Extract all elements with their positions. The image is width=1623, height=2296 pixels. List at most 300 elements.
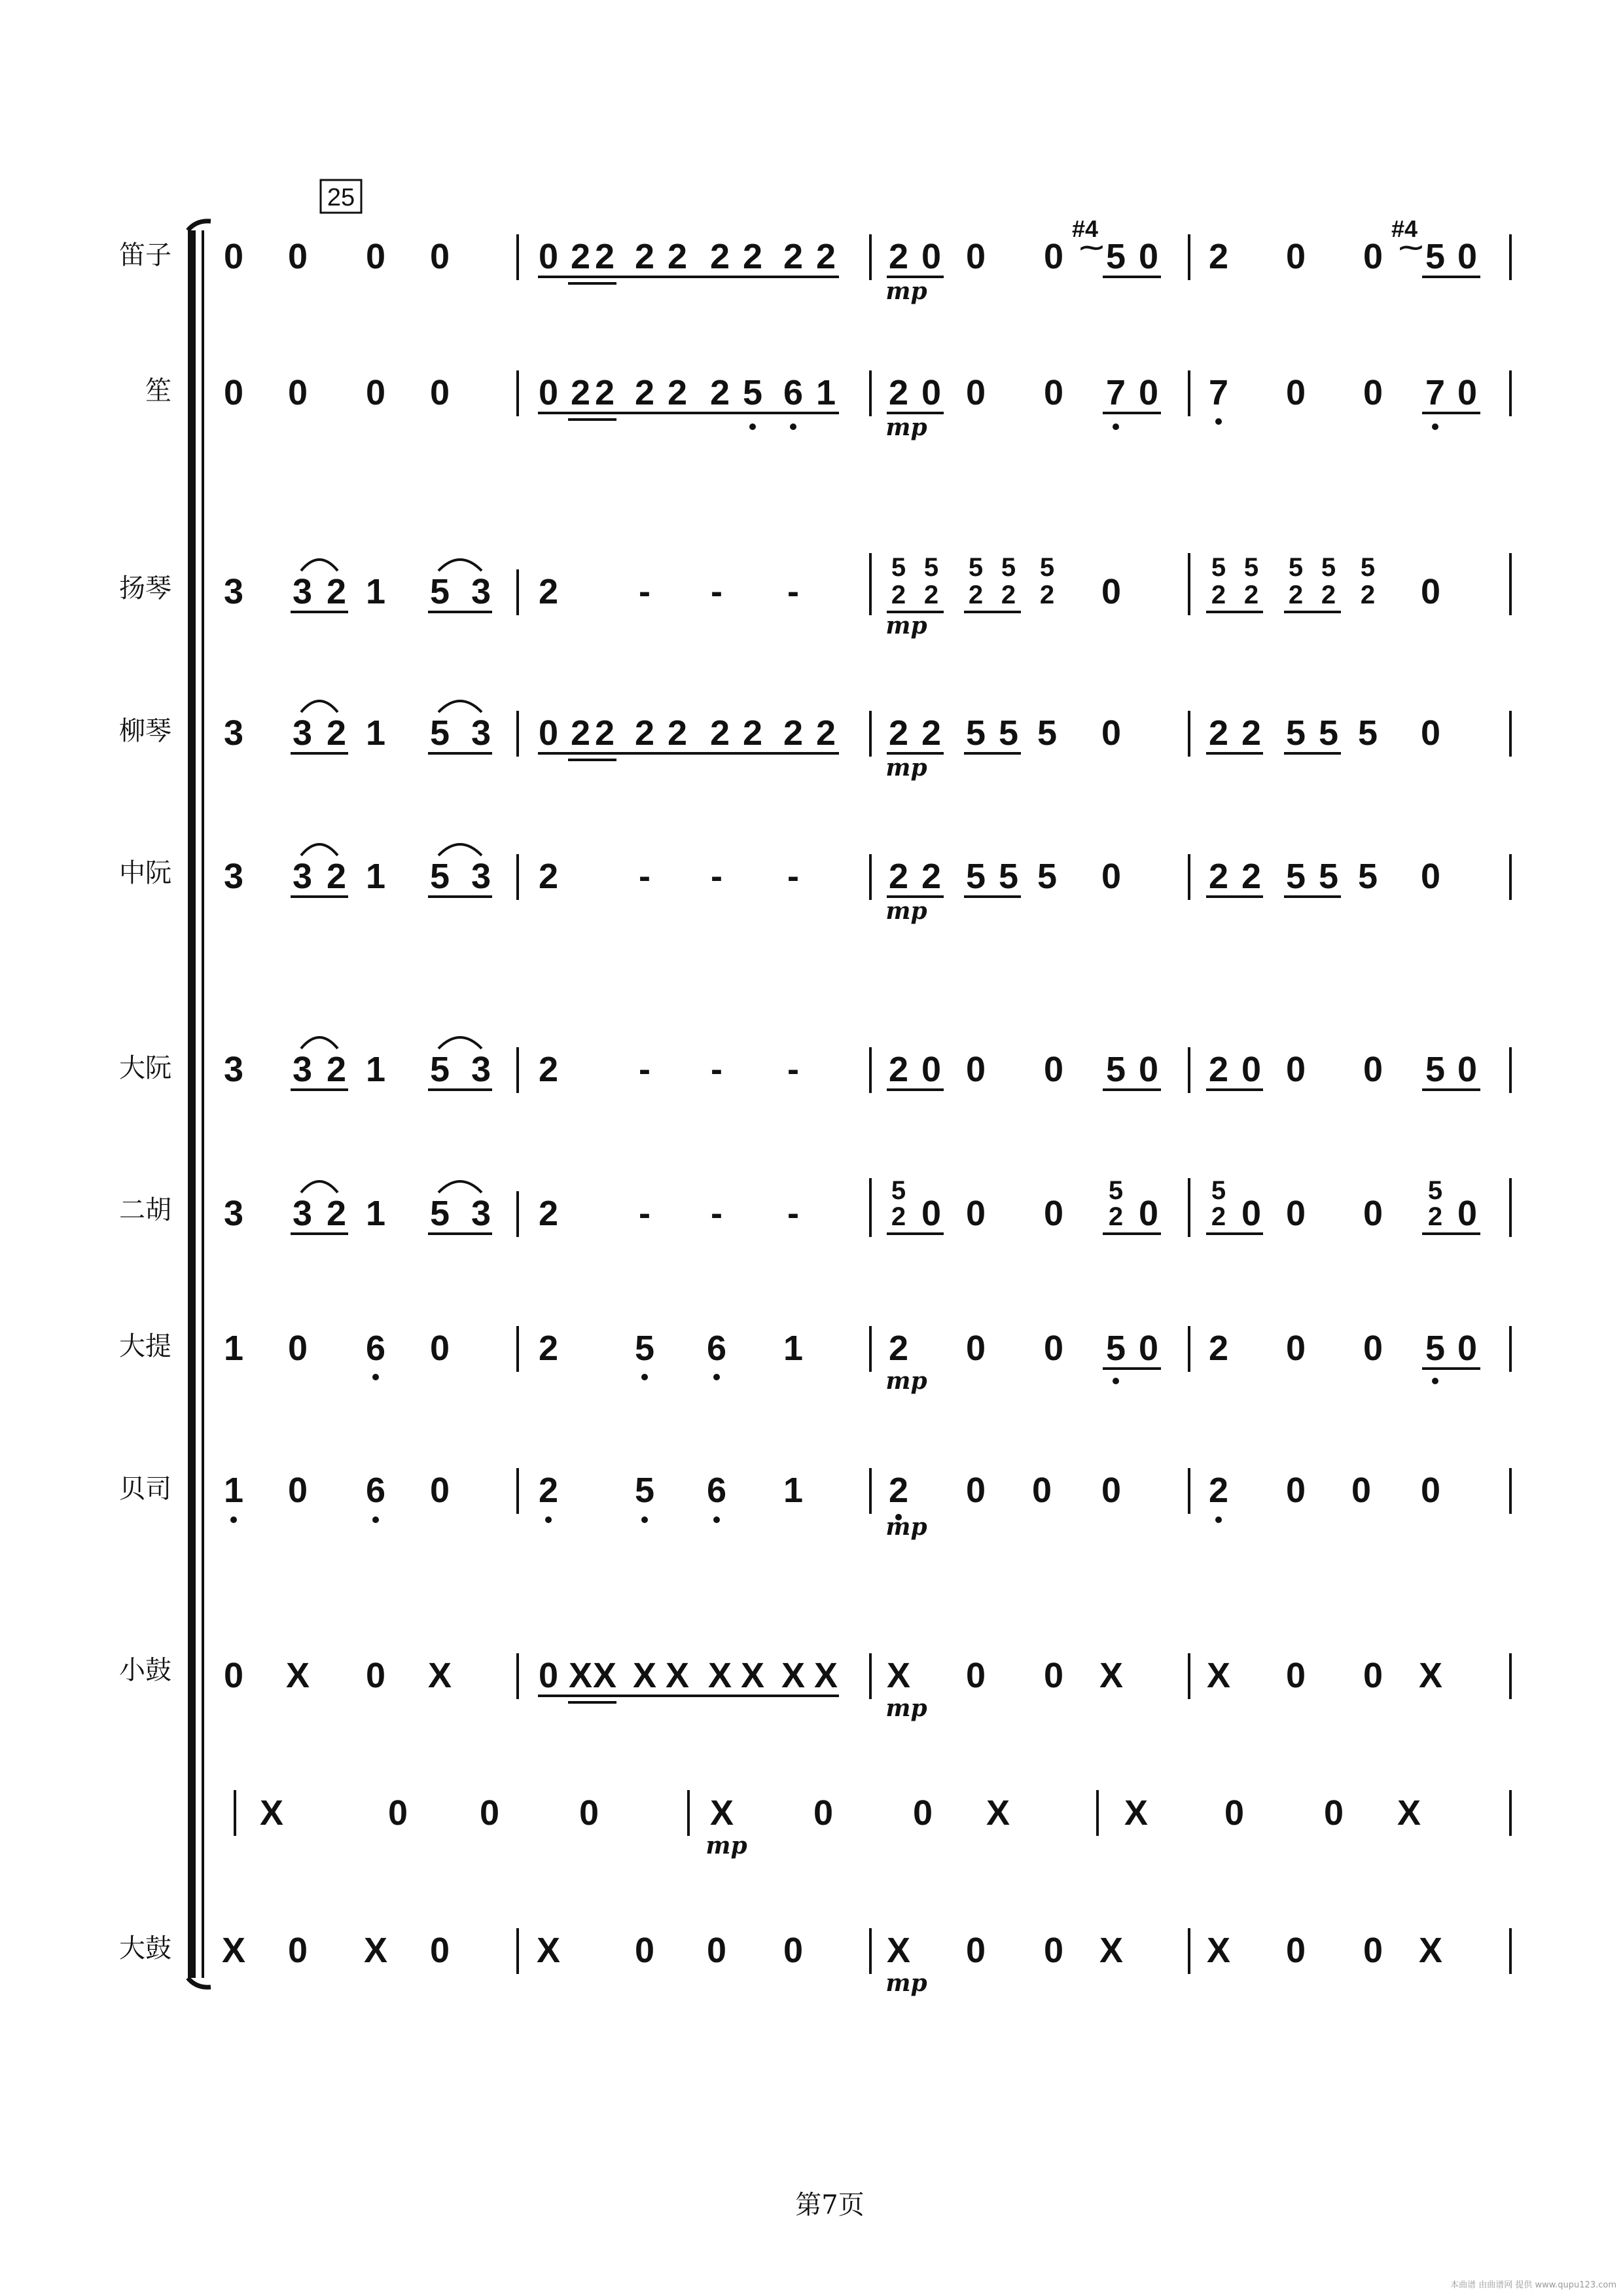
note: 2 (1208, 1050, 1229, 1089)
note: 1 (365, 1194, 386, 1233)
note: 0 (223, 237, 244, 276)
ornament-tilde: ⁓ (1399, 234, 1423, 260)
note: 0 (1043, 1931, 1064, 1970)
note: 2 (326, 572, 347, 611)
note: 0 (1043, 1329, 1064, 1368)
low-octave-dot (790, 423, 796, 430)
note: 0 (965, 373, 986, 412)
note: 0 (921, 1050, 942, 1089)
note: X (709, 1793, 734, 1833)
note: X (632, 1656, 657, 1695)
note: 0 (1285, 1329, 1306, 1368)
note: 2 (538, 1050, 559, 1089)
chord-lower: 2 (1211, 1202, 1226, 1231)
chord-lower: 2 (1360, 581, 1376, 609)
note: 5 (1285, 857, 1306, 896)
staff-sheng (224, 370, 1510, 441)
note: 0 (1457, 237, 1478, 276)
chord-upper: 5 (1108, 1176, 1124, 1205)
note: 7 (1208, 373, 1229, 412)
note: 0 (287, 1931, 308, 1970)
label-dati: 大提 (119, 1331, 171, 1361)
note: 0 (1457, 373, 1478, 412)
note: X (1418, 1931, 1443, 1970)
label-xiaogu: 小鼓 (119, 1655, 171, 1685)
note: 0 (1363, 237, 1383, 276)
chord-group (887, 553, 1054, 612)
staff-daruan (224, 1037, 1510, 1093)
note: 0 (429, 237, 450, 276)
note: 0 (1043, 1656, 1064, 1695)
note: 2 (326, 1050, 347, 1089)
dynamic-mp: mp (885, 1367, 927, 1395)
note: 1 (223, 1329, 244, 1368)
note: 2 (326, 1194, 347, 1233)
note: 0 (365, 237, 386, 276)
slur (301, 560, 338, 571)
note: 5 (1037, 857, 1058, 896)
note: 2 (783, 237, 804, 276)
note: 0 (1420, 713, 1441, 753)
note: 0 (1285, 1050, 1306, 1089)
low-octave-dot (1215, 418, 1222, 425)
note: 1 (365, 857, 386, 896)
note: 0 (1285, 237, 1306, 276)
note: 6 (706, 1471, 727, 1510)
note: 2 (888, 373, 909, 412)
system-bracket (188, 230, 196, 1978)
note: 0 (1138, 1194, 1159, 1233)
slur (301, 844, 338, 855)
chord-upper: 5 (1427, 1176, 1443, 1205)
note: 3 (292, 1194, 313, 1233)
note: 2 (888, 857, 909, 896)
note: 2 (921, 857, 942, 896)
note: 5 (429, 857, 450, 896)
note: 3 (471, 572, 491, 611)
note: 2 (634, 713, 655, 753)
dynamic-mp: mp (885, 897, 927, 925)
note: X (813, 1656, 838, 1695)
note: 2 (921, 713, 942, 753)
note: 0 (1138, 1329, 1159, 1368)
note: X (285, 1656, 310, 1695)
note: 7 (1105, 373, 1126, 412)
note: 0 (1285, 373, 1306, 412)
note: 2 (888, 1329, 909, 1368)
note: X (1124, 1793, 1149, 1833)
dynamic-mp: mp (885, 414, 927, 441)
chord-lower: 2 (891, 1202, 906, 1231)
note: 1 (783, 1471, 804, 1510)
note: 1 (365, 1050, 386, 1089)
chord-group (1206, 553, 1375, 612)
note: 0 (1285, 1931, 1306, 1970)
staff-dagu (222, 1928, 1510, 1997)
note: - (711, 572, 722, 611)
slur (301, 701, 338, 712)
note: X (1099, 1931, 1124, 1970)
note: - (787, 572, 799, 611)
label-zhongruan: 中阮 (119, 858, 171, 888)
note: 0 (1457, 1050, 1478, 1089)
note: 0 (1457, 1329, 1478, 1368)
note: 0 (287, 237, 308, 276)
chord-upper: 5 (1360, 553, 1376, 582)
chord-lower: 2 (1427, 1202, 1443, 1231)
dynamic-mp: mp (885, 754, 927, 781)
note: 0 (1101, 857, 1122, 896)
note: - (639, 857, 651, 896)
note: 1 (365, 713, 386, 753)
note: 0 (912, 1793, 933, 1833)
note: 0 (538, 1656, 559, 1695)
note: 0 (1043, 237, 1064, 276)
note: 2 (667, 237, 688, 276)
chord-upper: 5 (1288, 553, 1304, 582)
note: 2 (709, 713, 730, 753)
note: 2 (634, 237, 655, 276)
chord-lower: 2 (1321, 581, 1336, 609)
note: 0 (921, 1194, 942, 1233)
note: 3 (471, 1050, 491, 1089)
note: 0 (1323, 1793, 1344, 1833)
label-daruan: 大阮 (119, 1053, 171, 1083)
low-octave-dot (713, 1516, 720, 1523)
staff-dizi (224, 215, 1510, 305)
chord-lower: 2 (923, 581, 939, 609)
note: X (592, 1656, 617, 1695)
note: 2 (1208, 237, 1229, 276)
note: 2 (709, 373, 730, 412)
bracket-bottom-hook (188, 1978, 211, 1987)
note: 3 (471, 713, 491, 753)
chord-upper: 5 (1321, 553, 1336, 582)
staff-xiaogu (224, 1653, 1510, 1722)
note: 6 (365, 1329, 386, 1368)
note: 0 (387, 1793, 408, 1833)
note: 0 (965, 237, 986, 276)
note: 2 (594, 237, 615, 276)
note: 2 (538, 857, 559, 896)
note: 3 (292, 572, 313, 611)
note: 0 (429, 1471, 450, 1510)
note: X (781, 1656, 806, 1695)
note: 0 (1101, 713, 1122, 753)
note: 0 (365, 1656, 386, 1695)
note: 2 (570, 713, 591, 753)
note: 0 (1101, 572, 1122, 611)
note: X (259, 1793, 284, 1833)
note: 5 (1105, 1050, 1126, 1089)
low-octave-dot (1113, 423, 1119, 430)
note: 0 (1363, 1656, 1383, 1695)
note: 0 (1363, 1931, 1383, 1970)
note: 2 (538, 1194, 559, 1233)
chord-upper: 5 (891, 553, 906, 582)
note: 0 (538, 713, 559, 753)
slur (301, 1037, 338, 1049)
note: 3 (471, 1194, 491, 1233)
note: X (1206, 1931, 1231, 1970)
slur (438, 1181, 482, 1193)
note: 6 (365, 1471, 386, 1510)
note: 0 (1457, 1194, 1478, 1233)
note: 5 (634, 1471, 655, 1510)
note: 0 (634, 1931, 655, 1970)
chord-upper: 5 (968, 553, 984, 582)
note: 0 (1241, 1050, 1262, 1089)
note: 2 (326, 713, 347, 753)
label-liuqin: 柳琴 (119, 716, 171, 746)
low-octave-dot (1432, 423, 1438, 430)
staff-dati (224, 1326, 1510, 1395)
note: 0 (1351, 1471, 1372, 1510)
note: 2 (570, 373, 591, 412)
note: 0 (223, 373, 244, 412)
dynamic-mp: mp (885, 278, 927, 305)
note: 2 (783, 713, 804, 753)
note: 2 (538, 572, 559, 611)
note: 0 (965, 1329, 986, 1368)
note: 2 (1241, 713, 1262, 753)
note: 2 (326, 857, 347, 896)
rehearsal-mark: 25 (327, 184, 355, 211)
note: 3 (292, 1050, 313, 1089)
staff-zhongruan (224, 844, 1510, 925)
note: 0 (1285, 1471, 1306, 1510)
note: 0 (479, 1793, 500, 1833)
note: 0 (783, 1931, 804, 1970)
label-beisi: 贝司 (119, 1474, 171, 1504)
chord-lower: 2 (1243, 581, 1259, 609)
chord-upper: 5 (1039, 553, 1055, 582)
note: 0 (1043, 373, 1064, 412)
note: 5 (965, 857, 986, 896)
low-octave-dot (713, 1374, 720, 1380)
chord-upper: 5 (923, 553, 939, 582)
note: 5 (998, 713, 1019, 753)
low-octave-dot (1113, 1378, 1119, 1384)
note: 3 (223, 572, 244, 611)
chord-lower: 2 (1108, 1202, 1124, 1231)
note: 0 (706, 1931, 727, 1970)
low-octave-dot (641, 1374, 648, 1380)
note: 2 (538, 1329, 559, 1368)
note: 0 (287, 1471, 308, 1510)
note: 2 (570, 237, 591, 276)
note: 2 (1208, 713, 1229, 753)
label-yangqin: 扬琴 (119, 573, 171, 603)
note: 2 (667, 713, 688, 753)
low-octave-dot (372, 1374, 379, 1380)
note: 3 (292, 713, 313, 753)
note: 0 (1285, 1194, 1306, 1233)
note: 3 (223, 713, 244, 753)
note: 0 (1285, 1656, 1306, 1695)
note: 6 (783, 373, 804, 412)
note: 0 (1241, 1194, 1262, 1233)
note: 0 (965, 1050, 986, 1089)
note: X (363, 1931, 388, 1970)
chord-upper: 5 (1001, 553, 1016, 582)
note: 0 (429, 1931, 450, 1970)
note: 5 (1425, 1329, 1446, 1368)
label-sheng: 笙 (145, 376, 171, 406)
note: - (639, 1194, 651, 1233)
note: X (886, 1931, 911, 1970)
low-octave-dot (1215, 1516, 1222, 1523)
note: 3 (292, 857, 313, 896)
note: 0 (1101, 1471, 1122, 1510)
chord-upper: 5 (1243, 553, 1259, 582)
dynamic-mp: mp (885, 1695, 927, 1722)
note: 0 (1420, 857, 1441, 896)
ornament-sharp4: #4 (1391, 215, 1418, 242)
note: 0 (429, 1329, 450, 1368)
page-number: 第7页 (795, 2190, 865, 2220)
note: 0 (965, 1471, 986, 1510)
note: 5 (1285, 713, 1306, 753)
note: 0 (921, 373, 942, 412)
note: 2 (1208, 1329, 1229, 1368)
note: 0 (538, 237, 559, 276)
note: 3 (471, 857, 491, 896)
note: 2 (888, 1050, 909, 1089)
chord-upper: 5 (1211, 1176, 1226, 1205)
note: 3 (223, 1194, 244, 1233)
dynamic-mp: mp (885, 1969, 927, 1997)
staff-beisi (224, 1468, 1510, 1541)
chord-upper: 5 (891, 1176, 906, 1205)
note: 0 (365, 373, 386, 412)
note: 2 (742, 713, 763, 753)
note: - (711, 1194, 722, 1233)
note: 0 (1031, 1471, 1052, 1510)
low-octave-dot (1432, 1378, 1438, 1384)
note: 2 (888, 713, 909, 753)
note: 0 (1043, 1194, 1064, 1233)
staff-percussion-extra (235, 1790, 1510, 1859)
low-octave-dot (372, 1516, 379, 1523)
note: 2 (634, 373, 655, 412)
note: 3 (223, 1050, 244, 1089)
ornament-tilde: ⁓ (1080, 234, 1103, 260)
note: 0 (1224, 1793, 1245, 1833)
note: - (787, 857, 799, 896)
note: 2 (742, 237, 763, 276)
label-dizi: 笛子 (119, 240, 171, 270)
note: - (711, 1050, 722, 1089)
staff-yangqin (224, 553, 1510, 639)
watermark: 本曲谱 由曲谱网 提供 www.qupu123.com (1450, 2280, 1616, 2290)
slur (301, 1181, 338, 1193)
note: 5 (429, 1194, 450, 1233)
note: 2 (888, 1471, 909, 1510)
note: X (221, 1931, 246, 1970)
note: X (1206, 1656, 1231, 1695)
note: 0 (1420, 1471, 1441, 1510)
note: 2 (667, 373, 688, 412)
ornament-sharp4: #4 (1071, 215, 1099, 242)
note: 0 (223, 1656, 244, 1695)
note: 2 (709, 237, 730, 276)
note: X (1418, 1656, 1443, 1695)
note: 0 (965, 1931, 986, 1970)
note: 2 (815, 713, 836, 753)
note: X (665, 1656, 690, 1695)
chord-lower: 2 (968, 581, 984, 609)
note: 5 (1318, 857, 1339, 896)
note: 5 (1425, 1050, 1446, 1089)
note: 0 (429, 373, 450, 412)
note: 5 (429, 1050, 450, 1089)
staff-erhu (224, 1176, 1510, 1237)
note: - (787, 1194, 799, 1233)
note: 1 (223, 1471, 244, 1510)
note: 2 (538, 1471, 559, 1510)
note: 5 (634, 1329, 655, 1368)
note: 0 (287, 1329, 308, 1368)
note: 1 (365, 572, 386, 611)
note: 7 (1425, 373, 1446, 412)
note: 2 (1208, 857, 1229, 896)
note: 5 (1357, 857, 1378, 896)
chord-lower: 2 (1001, 581, 1016, 609)
note: 0 (921, 237, 942, 276)
slur (438, 1037, 482, 1049)
chord-lower: 2 (891, 581, 906, 609)
low-octave-dot (749, 423, 756, 430)
note: 0 (813, 1793, 834, 1833)
note: 5 (1425, 237, 1446, 276)
dynamic-mp: mp (885, 612, 927, 639)
note: 5 (742, 373, 763, 412)
note: 2 (888, 237, 909, 276)
note: 0 (1363, 1194, 1383, 1233)
note: 0 (1420, 572, 1441, 611)
note: 5 (1037, 713, 1058, 753)
note: 0 (965, 1656, 986, 1695)
label-erhu: 二胡 (119, 1195, 171, 1225)
note: X (707, 1656, 732, 1695)
note: 0 (1138, 1050, 1159, 1089)
low-octave-dot (230, 1516, 237, 1523)
chord-upper: 5 (1211, 553, 1226, 582)
slur (438, 701, 482, 712)
note: 5 (998, 857, 1019, 896)
note: 1 (783, 1329, 804, 1368)
note: 3 (223, 857, 244, 896)
note: 5 (1105, 237, 1126, 276)
note: 5 (1105, 1329, 1126, 1368)
note: 5 (1357, 713, 1378, 753)
note: X (986, 1793, 1010, 1833)
note: 0 (1363, 1050, 1383, 1089)
note: 0 (1138, 237, 1159, 276)
note: 1 (815, 373, 836, 412)
chord-lower: 2 (1211, 581, 1226, 609)
note: 5 (965, 713, 986, 753)
low-octave-dot (641, 1516, 648, 1523)
note: 5 (429, 713, 450, 753)
staff-liuqin (224, 701, 1510, 781)
note: - (711, 857, 722, 896)
label-dagu: 大鼓 (119, 1933, 171, 1964)
bracket-top-hook (188, 221, 211, 230)
note: X (427, 1656, 452, 1695)
note: 2 (1208, 1471, 1229, 1510)
